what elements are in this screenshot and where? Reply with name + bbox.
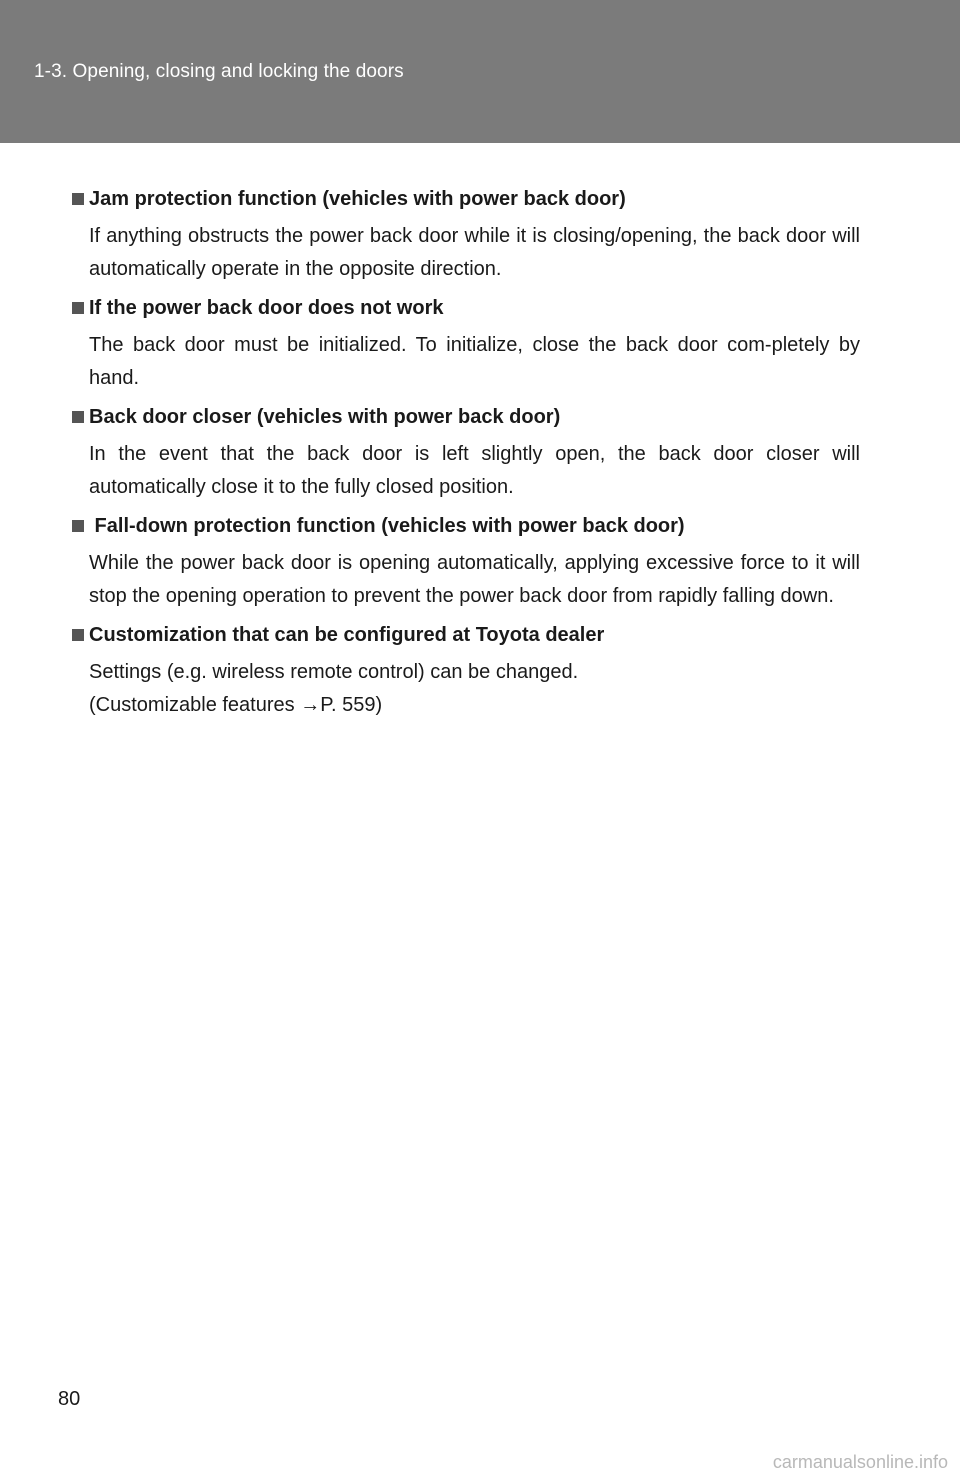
square-bullet-icon [72,629,84,641]
body-line-reference: (Customizable features →P. 559) [89,694,383,716]
section-body: In the event that the back door is left slightly open, the back door closer will automatically close it to the fully closed position. [89,443,860,498]
square-bullet-icon [72,193,84,205]
section-body: While the power back door is opening automatically, applying excessive force to it will stop the opening operation to prevent the power back door from rapidly falling down. [89,552,860,607]
section-body: The back door must be initialized. To initialize, close the back door com-pletely by hand. [89,334,860,389]
section-heading [72,183,860,216]
chapter-title: 1-3. Opening, closing and locking the doors [34,61,404,82]
section-heading [72,510,860,543]
page-number: 80 [58,1388,81,1410]
section-heading-text: Fall-down protection function (vehicles with power back door) [89,515,685,537]
section-fall-down-protection [72,510,860,613]
square-bullet-icon [72,520,84,532]
section-back-door-closer [72,401,860,504]
section-heading [72,401,860,434]
page-content [72,183,860,728]
section-power-back-door-not-working [72,292,860,395]
body-line: Settings (e.g. wireless remote control) can be changed. [89,661,579,683]
page-header [0,0,960,143]
section-heading [72,619,860,652]
section-heading-text: Jam protection function (vehicles with power back door) [89,188,626,210]
section-heading-text: If the power back door does not work [89,297,444,319]
section-body: If anything obstructs the power back door while it is closing/opening, the back door will automatically operate in the opposite direction. [89,225,860,280]
section-heading-text: Customization that can be configured at Toyota dealer [89,624,605,646]
watermark: carmanualsonline.info [772,1452,948,1472]
section-body [72,656,860,722]
square-bullet-icon [72,302,84,314]
section-heading-text: Back door closer (vehicles with power back door) [89,406,561,428]
section-jam-protection [72,183,860,286]
section-customization [72,619,860,722]
section-heading [72,292,860,325]
square-bullet-icon [72,411,84,423]
